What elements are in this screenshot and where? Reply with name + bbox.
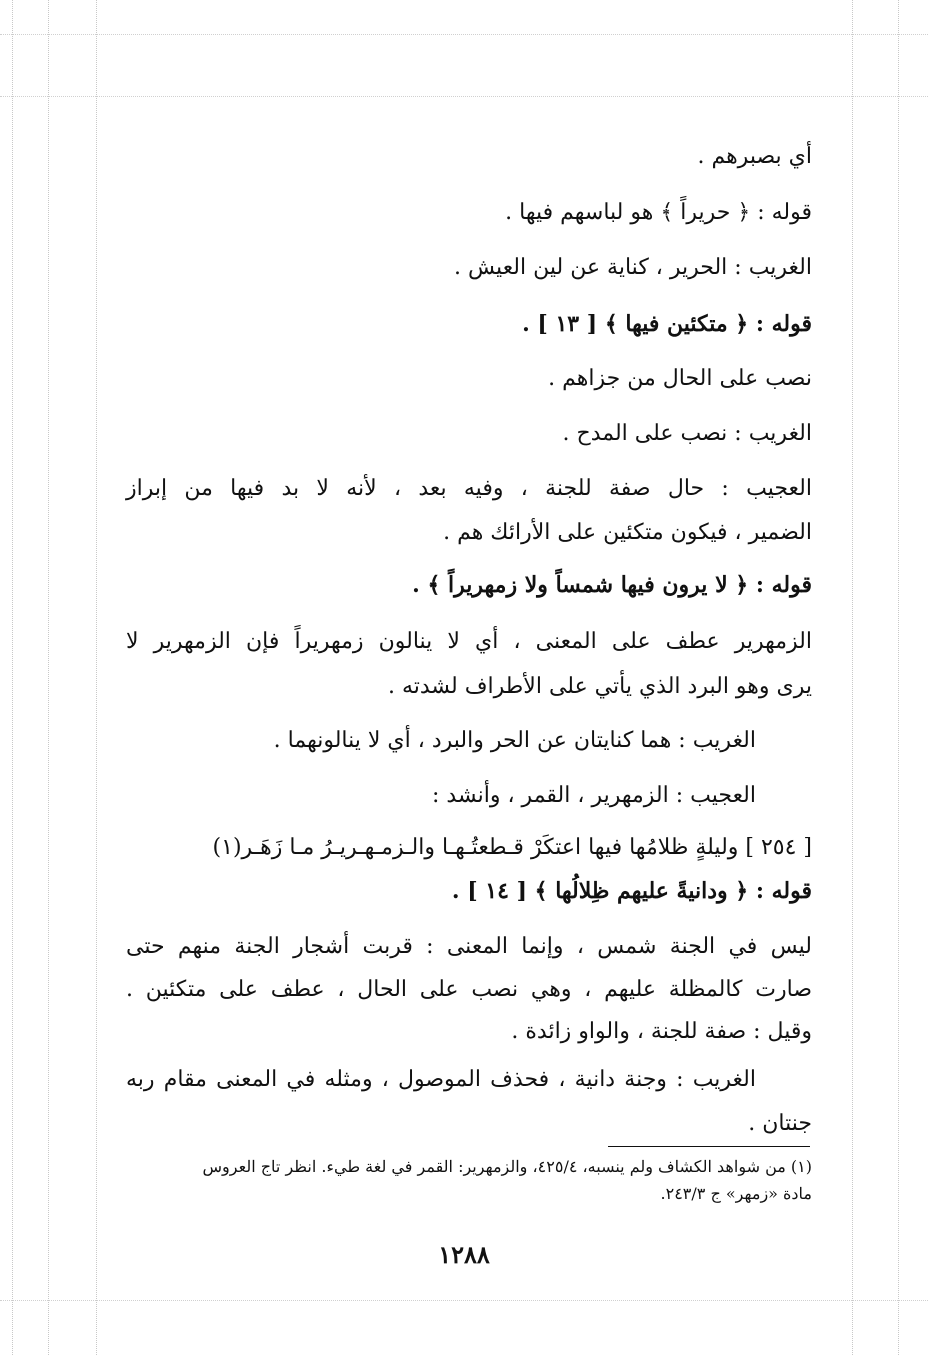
verse-heading: قوله : ﴿ متكئين فيها ﴾ [ ١٣ ] . <box>522 311 812 337</box>
footnote-line: مادة «زمهر» ج ٢٤٣/٣. <box>660 1184 812 1203</box>
verse-heading: قوله : ﴿ ودانيةً عليهم ظِلالُها ﴾ [ ١٤ ] . <box>451 878 812 904</box>
scan-guide-line <box>96 0 97 1355</box>
scan-guide-line <box>852 0 853 1355</box>
footnote-separator <box>608 1146 810 1147</box>
text-line: الضمير ، فيكون متكئين على الأرائك هم . <box>443 520 812 545</box>
scan-guide-line <box>0 96 928 97</box>
text-line: نصب على الحال من جزاهم . <box>548 366 812 391</box>
text-line: قوله : ﴿ حريراً ﴾ هو لباسهم فيها . <box>505 200 812 225</box>
page-number: ١٢٨٨ <box>438 1240 490 1269</box>
text-line: الغريب : الحرير ، كناية عن لين العيش . <box>454 255 812 280</box>
scan-guide-line <box>0 34 928 35</box>
text-line: الغريب : نصب على المدح . <box>562 421 812 446</box>
text-line: أي بصبرهم . <box>697 144 812 169</box>
text-line: العجيب : حال صفة للجنة ، وفيه بعد ، لأنه لا بد فيها من إبراز <box>126 476 812 501</box>
text-line: الزمهرير عطف على المعنى ، أي لا ينالون زمهريراً فإن الزمهرير لا <box>126 629 812 654</box>
text-line: جنتان . <box>748 1111 812 1136</box>
text-line: الغريب : هما كنايتان عن الحر والبرد ، أي لا ينالونهما . <box>273 728 756 753</box>
footnote-line: (١) من شواهد الكشاف ولم ينسبه، ٤٢٥/٤، والزمهرير: القمر في لغة طيء. انظر تاج العروس <box>202 1157 812 1176</box>
poetry-line: [ ٢٥٤ ] وليلةٍ ظلامُها فيها اعتكَرْ قـطعتُـهـا والـزمـهـريـرُ مـا زَهَـر(١) <box>212 835 812 860</box>
text-line: وقيل : صفة للجنة ، والواو زائدة . <box>511 1019 812 1044</box>
text-line: صارت كالمظلة عليهم ، وهي نصب على الحال ، عطف على متكئين . <box>126 977 812 1002</box>
scan-guide-line <box>0 1300 928 1301</box>
text-line: الغريب : وجنة دانية ، فحذف الموصول ، ومثله في المعنى مقام ربه <box>126 1067 756 1092</box>
verse-heading: قوله : ﴿ لا يرون فيها شمساً ولا زمهريراً ﴾ . <box>412 572 812 598</box>
text-line: يرى وهو البرد الذي يأتي على الأطراف لشدته . <box>387 674 812 699</box>
scan-guide-line <box>48 0 49 1355</box>
scan-guide-line <box>12 0 13 1355</box>
text-line: العجيب : الزمهرير ، القمر ، وأنشد : <box>432 783 756 808</box>
text-line: ليس في الجنة شمس ، وإنما المعنى : قربت أشجار الجنة منهم حتى <box>126 934 812 959</box>
scan-guide-line <box>898 0 899 1355</box>
